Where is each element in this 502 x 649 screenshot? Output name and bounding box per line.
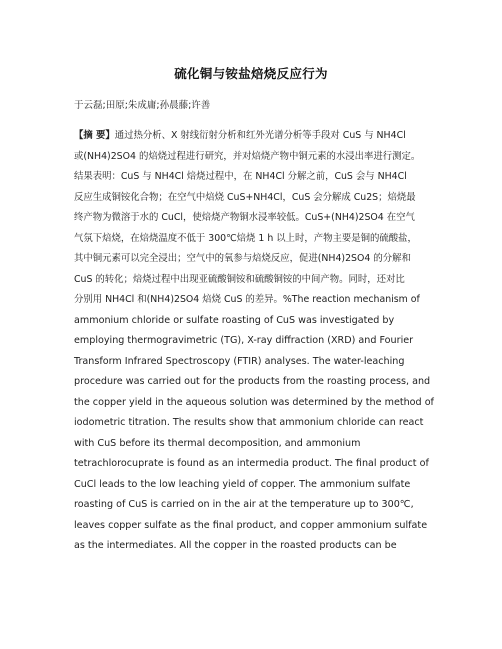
abstract-line: CuCl leads to the low leaching yield of copper. The ammonium sulfate bbox=[74, 478, 411, 490]
document-authors: 于云磊;田原;朱成庸;孙晨藤;许善 bbox=[74, 100, 211, 111]
abstract-line: with CuS before its thermal decomposition, and ammonium bbox=[74, 437, 361, 449]
abstract-line-text: 通过热分析、X 射线衍射分析和红外光谱分析等手段对 CuS 与 NH4Cl bbox=[114, 130, 406, 141]
abstract-line: 其中铜元素可以完全浸出；空气中的氧参与焙烧反应，促进(NH4)2SO4 的分解和 bbox=[74, 253, 411, 264]
abstract-line: 反应生成铜铵化合物；在空气中焙烧 CuS+NH4Cl，CuS 会分解成 Cu2S；焙烧最 bbox=[74, 191, 416, 203]
abstract-line bbox=[74, 126, 444, 147]
abstract-line: the copper yield in the aqueous solution was determined by the method of bbox=[74, 396, 434, 408]
abstract-label: 【摘 要】 bbox=[74, 130, 115, 141]
abstract-line: procedure was carried out for the products from the roasting process, and bbox=[74, 376, 431, 387]
abstract-line: employing thermogravimetric (TG), X-ray diffraction (XRD) and Fourier bbox=[74, 335, 414, 346]
abstract-line: leaves copper sulfate as the final product, and copper ammonium sulfate bbox=[74, 519, 428, 531]
abstract-line: 终产物为微溶于水的 CuCl，使焙烧产物铜水浸率较低。CuS+(NH4)2SO4 在空气 bbox=[74, 212, 415, 223]
abstract-line: 气氛下焙烧，在焙烧温度不低于 300℃焙烧 1 h 以上时，产物主要是铜的硫酸盐， bbox=[74, 232, 417, 244]
abstract-line: as the intermediates. All the copper in the roasted products can be bbox=[74, 540, 397, 551]
abstract-line: 结果表明：CuS 与 NH4Cl 焙烧过程中，在 NH4Cl 分解之前，CuS 会与 NH4Cl bbox=[74, 171, 407, 182]
abstract-line: Transform Infrared Spectroscopy (FTIR) analyses. The water-leaching bbox=[74, 355, 405, 367]
document-title: 硫化铜与铵盐焙烧反应行为 bbox=[174, 66, 328, 81]
abstract-line: iodometric titration. The results show that ammonium chloride can react bbox=[74, 417, 424, 428]
abstract-line: roasting of CuS is carried on in the air at the temperature up to 300℃, bbox=[74, 499, 414, 510]
abstract-line: tetrachlorocuprate is found as an intermedia product. The final product of bbox=[74, 458, 429, 469]
abstract-line: 分别用 NH4Cl 和(NH4)2SO4 焙烧 CuS 的差异。%The reaction mechanism of bbox=[74, 294, 420, 305]
abstract-body bbox=[74, 126, 444, 557]
abstract-line: CuS 的转化；焙烧过程中出现亚硫酸铜铵和硫酸铜铵的中间产物。同时，还对比 bbox=[74, 273, 405, 285]
abstract-line: ammonium chloride or sulfate roasting of CuS was investigated by bbox=[74, 314, 395, 326]
abstract-line: 或(NH4)2SO4 的焙烧过程进行研究，并对焙烧产物中铜元素的水浸出率进行测定。 bbox=[74, 150, 421, 162]
